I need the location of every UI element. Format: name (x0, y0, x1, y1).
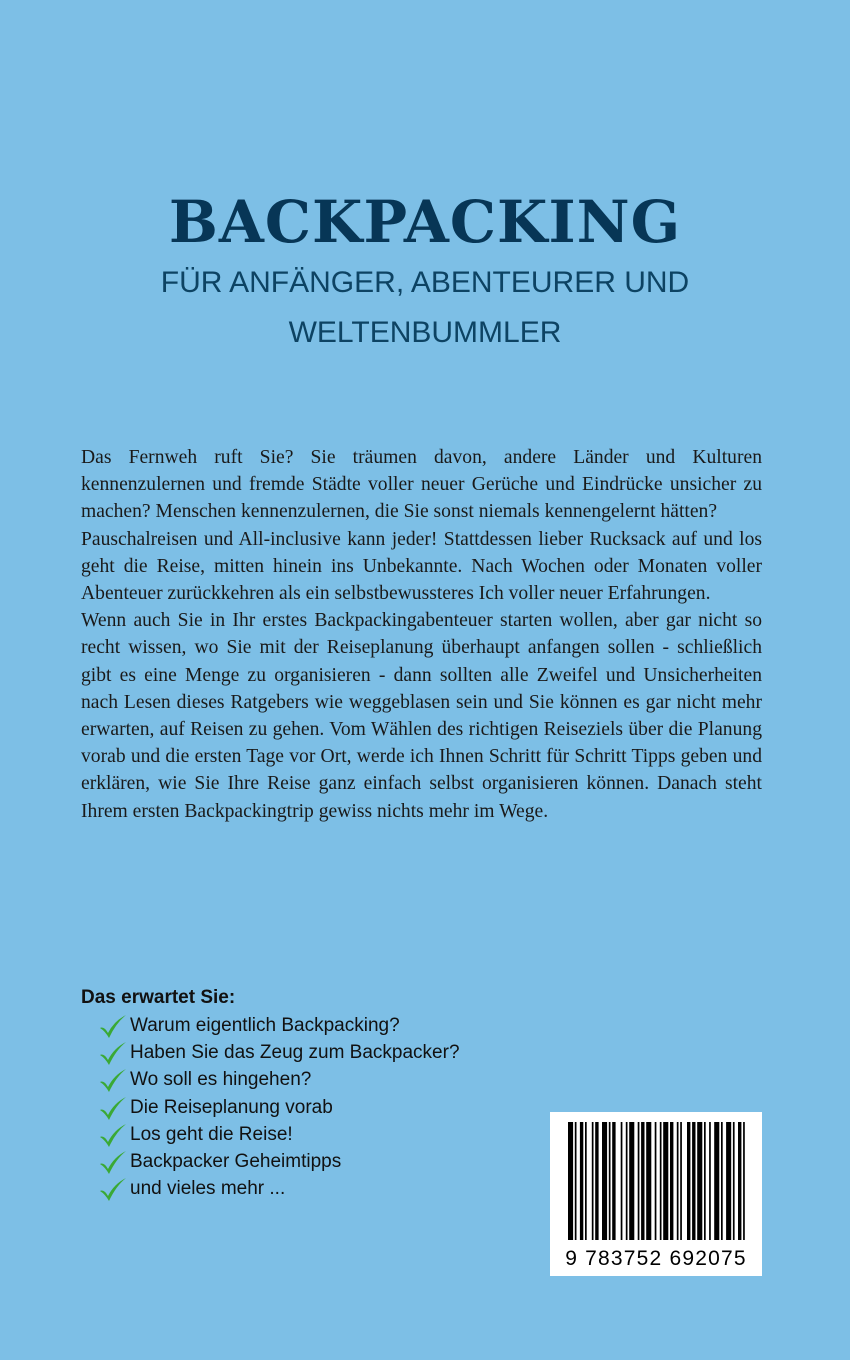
list-item (98, 1012, 460, 1039)
subtitle-line-2: WELTENBUMMLER (288, 316, 562, 349)
barcode-bar (626, 1122, 628, 1240)
checkmark-icon (98, 1149, 128, 1175)
barcode-bar (602, 1122, 607, 1240)
list-item-label: und vieles mehr ... (130, 1178, 286, 1200)
list-item-label: Warum eigentlich Backpacking? (130, 1014, 400, 1036)
barcode-bar (709, 1122, 711, 1240)
blurb-paragraph-1: Das Fernweh ruft Sie? Sie träumen davon, andere Länder und Kulturen kennenzulernen und fremde Städte voller neuer Gerüche und Eindrücke unsicher zu machen? Menschen kennenzulernen, die Sie sonst niemals kennengelernt hätten? (81, 447, 762, 523)
barcode-bar (704, 1122, 706, 1240)
barcode-bar (660, 1122, 662, 1240)
barcode-bar (621, 1122, 623, 1240)
barcode-bar (575, 1122, 577, 1240)
barcode-bar (726, 1122, 731, 1240)
barcode-bar (638, 1122, 640, 1240)
barcode-bar (629, 1122, 634, 1240)
barcode-bar (641, 1122, 644, 1240)
checkmark-icon (98, 1040, 128, 1066)
barcode-bar (733, 1122, 735, 1240)
blurb-paragraph-2: Pauschalreisen und All-inclusive kann jeder! Stattdessen lieber Rucksack auf und los geht die Reise, mitten hinein ins Unbekannte. Nach Wochen oder Monaten voller Abenteuer zurückkehren als ein selbstbewussteres Ich voller neuer Erfahrungen. (81, 528, 762, 605)
barcode-bar (646, 1122, 651, 1240)
list-item-label: Backpacker Geheimtipps (130, 1151, 342, 1173)
barcode-bar (677, 1122, 679, 1240)
blurb-paragraph-3: Wenn auch Sie in Ihr erstes Backpackingabenteuer starten wollen, aber gar nicht so recht wissen, wo Sie mit der Reiseplanung überhaupt anfangen sollen - schließlich gibt es eine Menge zu organisieren - dann sollten alle Zweifel und Unsicherheiten nach Lesen dieses Ratgebers wie weggeblasen sein und Sie können es gar nicht mehr erwarten, auf Reisen zu gehen. Vom Wählen des richtigen Reiseziels über die Planung vorab und die ersten Tage vor Ort, werde ich Ihnen Schritt für Schritt Tipps geben und erklären, wie Sie Ihre Reise ganz einfach selbst organisieren können. Danach steht Ihrem ersten Backpackingtrip gewiss nichts mehr im Wege. (81, 610, 762, 822)
barcode-bar (592, 1122, 594, 1240)
list-item (98, 1121, 460, 1148)
checkmark-icon (98, 1176, 128, 1202)
barcode-bar (687, 1122, 690, 1240)
list-item-label: Die Reiseplanung vorab (130, 1096, 333, 1118)
barcode-bar (655, 1122, 657, 1240)
book-subtitle (100, 258, 750, 358)
barcode-bar (580, 1122, 583, 1240)
barcode-bar (692, 1122, 695, 1240)
barcode (550, 1112, 762, 1276)
list-item (98, 1094, 460, 1121)
book-title: BACKPACKING (168, 188, 682, 256)
barcode-bars (560, 1122, 752, 1244)
barcode-bar (721, 1122, 723, 1240)
barcode-bar (585, 1122, 587, 1240)
checkmark-icon (98, 1013, 128, 1039)
barcode-bar (609, 1122, 611, 1240)
checkmark-icon (98, 1067, 128, 1093)
barcode-bar (612, 1122, 615, 1240)
barcode-bar (714, 1122, 719, 1240)
barcode-bar (568, 1122, 573, 1240)
list-item (98, 1067, 460, 1094)
list-item (98, 1039, 460, 1066)
list-item-label: Los geht die Reise! (130, 1123, 293, 1145)
barcode-bar (738, 1122, 741, 1240)
checkmark-icon (98, 1122, 128, 1148)
checkmark-icon (98, 1095, 128, 1121)
contents-list (98, 1012, 460, 1203)
barcode-bar (697, 1122, 702, 1240)
barcode-bar (743, 1122, 745, 1240)
blurb-text (81, 444, 762, 825)
subtitle-line-1: FÜR ANFÄNGER, ABENTEURER UND (160, 266, 690, 299)
barcode-bar (670, 1122, 673, 1240)
contents-heading: Das erwartet Sie: (81, 987, 236, 1008)
list-item (98, 1176, 460, 1203)
barcode-bar (595, 1122, 598, 1240)
barcode-bar (680, 1122, 682, 1240)
barcode-bar (663, 1122, 668, 1240)
list-item-label: Haben Sie das Zeug zum Backpacker? (130, 1041, 460, 1063)
list-item (98, 1148, 460, 1175)
isbn-number: 9 783752 692075 (565, 1247, 747, 1270)
list-item-label: Wo soll es hingehen? (130, 1069, 312, 1091)
